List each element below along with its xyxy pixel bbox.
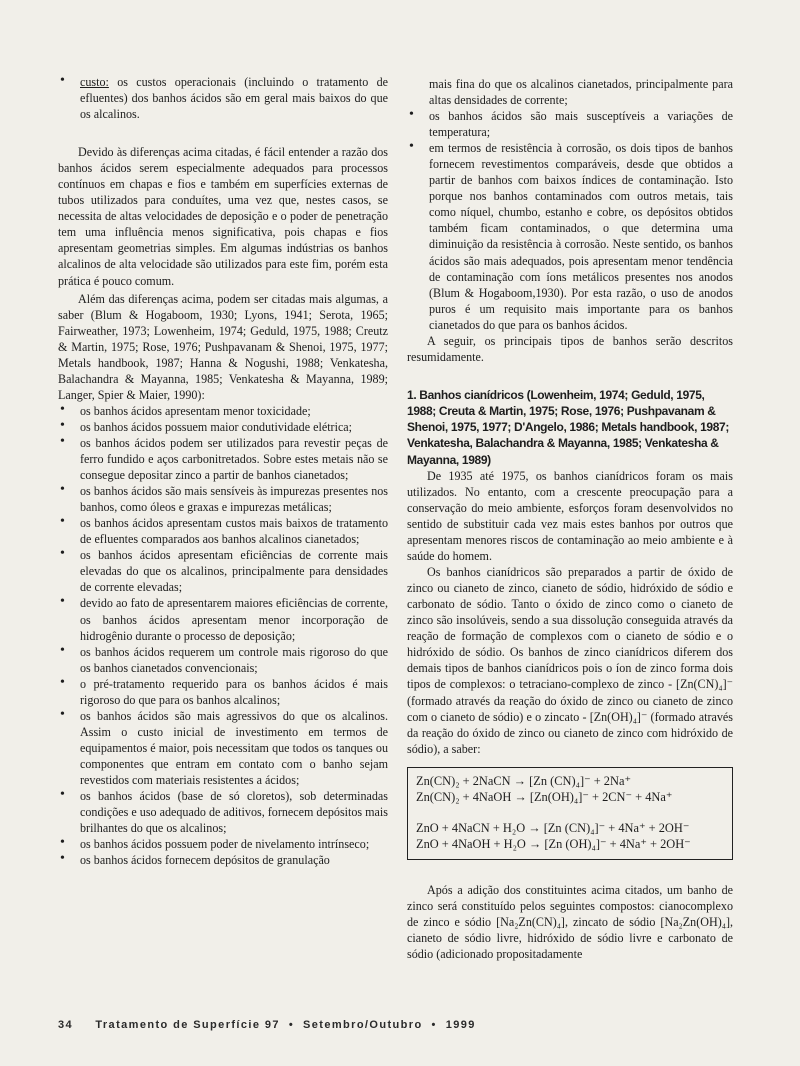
list-item: • devido ao fato de apresentarem maiores eficiências de corrente, os banhos ácidos apresentam menor incorporação de hidrogênio durante o processo de deposição; bbox=[58, 595, 388, 643]
section-heading: 1. Banhos cianídricos (Lowenheim, 1974; Geduld, 1975, 1988; Creuta & Martin, 1975; Rose, 1976; Pushpavanam & Shenoi, 1975, 1977; D'Angelo, 1986; Metals handbook, 1987; Venkatesha, Balachandra & Mayanna, 1985; Venkatesha & Mayanna, 1989) bbox=[407, 387, 730, 467]
list-item: • os banhos ácidos são mais susceptíveis a variações de temperatura; bbox=[407, 108, 733, 140]
paragraph: Após a adição dos constituintes acima citados, um banho de zinco será constituído pelos seguintes compostos: cianocomplexo de zinco e sódio [Na₂Zn(CN)₄], zincato de sódio [Na₂Zn(OH)₄], cianeto de sódio livre, hidróxido de sódio livre e carbonato de sódio (adicionado propositadamente bbox=[407, 882, 733, 961]
equation: ZnO + 4NaCN + H₂O → [Zn (CN)₄]⁻ + 4Na⁺ + 2OH⁻ bbox=[416, 820, 690, 835]
show-through-decoration bbox=[744, 680, 800, 1040]
custo-text: os custos operacionais (incluindo o tratamento de efluentes) dos banhos ácidos são em geral mais baixos do que os alcalinos. bbox=[80, 75, 388, 122]
list-item: • os banhos ácidos apresentam eficiências de corrente mais elevadas do que os alcalinos, principalmente para densidades de corrente elevadas; bbox=[58, 547, 388, 595]
paragraph: A seguir, os principais tipos de banhos serão descritos resumidamente. bbox=[407, 333, 733, 364]
page-number: 34 bbox=[58, 1019, 74, 1031]
right-column bbox=[407, 76, 733, 962]
custo-term: custo: bbox=[80, 75, 109, 89]
differences-list bbox=[58, 403, 388, 868]
list-item: • os banhos ácidos são mais agressivos do que os alcalinos. Assim o custo inicial de investimento em termos de equipamentos é maior, pois necessitam que todos os tanques ou componentes que entram em contato com o banho sejam revestidos com materiais resistentes a ácidos; bbox=[58, 708, 388, 788]
equation-box bbox=[407, 767, 733, 860]
paragraph: Além das diferenças acima, podem ser citadas mais algumas, a saber (Blum & Hogaboom, 1930; Lyons, 1941; Serota, 1965; Fairweather, 1973; Lowenheim, 1974; Geduld, 1975, 1988; Creutz & Martin, 1975; Rose, 1976; Pushpavanam & Shenoi, 1975, 1977; Metals handbook, 1987; Hanna & Nogushi, 1988; Venkatesha, Balachandra & Mayanna, 1985; Venkatesha & Mayanna, 1989; Langer, Spier & Maier, 1990): bbox=[58, 291, 388, 402]
issue-date: Setembro/Outubro bbox=[303, 1019, 423, 1031]
equation: Zn(CN)₂ + 4NaOH → [Zn(OH)₄]⁻ + 2CN⁻ + 4Na⁺ bbox=[416, 790, 673, 805]
list-item bbox=[58, 74, 388, 122]
custo-list bbox=[58, 74, 388, 122]
page-footer: 34 Tratamento de Superfície 97 • Setembro/Outubro • 1999 bbox=[58, 1019, 476, 1031]
equation: ZnO + 4NaOH + H₂O → [Zn (OH)₄]⁻ + 4Na⁺ + 2OH⁻ bbox=[416, 837, 691, 852]
left-column bbox=[58, 74, 388, 868]
publication-name: Tratamento de Superfície 97 bbox=[95, 1019, 280, 1031]
list-item: • os banhos ácidos apresentam menor toxicidade; bbox=[58, 403, 388, 419]
paragraph: Devido às diferenças acima citadas, é fácil entender a razão dos banhos ácidos serem especialmente adequados para processos contínuos em chapas e fios e também em superfícies externas de tubos utilizados para conduítes, uma vez que, nestes casos, se necessita de altas velocidades de deposição e o poder de penetração tem uma influência menos significativa, pois chapas e fios apresentam geometrias simples. Em algumas indústrias os banhos alcalinos de alta velocidade são utilizados para este fim, porém esta prática é pouco comum. bbox=[58, 145, 388, 288]
list-item: • os banhos ácidos são mais sensíveis às impurezas presentes nos banhos, como óleos e graxas e impurezas metálicas; bbox=[58, 483, 388, 515]
list-item: • os banhos ácidos possuem maior condutividade elétrica; bbox=[58, 419, 388, 435]
differences-list-continued bbox=[407, 76, 733, 333]
paragraph: Os banhos cianídricos são preparados a partir de óxido de zinco ou cianeto de zinco, cianeto de sódio, hidróxido de sódio e carbonato de sódio. Tanto o óxido de zinco como o cianeto de zinco são insolúveis, sendo a sua dissolução conseguida através da reação de formação de complexos com o cianeto de sódio e o hidróxido de sódio. Os banhos de zinco cianídricos diferem dos demais tipos de banhos cianídricos pois o íon de zinco forma dois tipos de complexos: o tetraciano-complexo de zinco - [Zn(CN)₄]⁻ (formado através da reação do óxido de zinco ou cianeto de zinco com o cianeto de sódio) e o zincato - [Zn(OH)₄]⁻ (formado através da reação do óxido de zinco ou cianeto de zinco com hidróxido de sódio), a saber: bbox=[407, 565, 733, 756]
equation: Zn(CN)₂ + 2NaCN → [Zn (CN)₄]⁻ + 2Na⁺ bbox=[416, 773, 631, 788]
list-item: • os banhos ácidos possuem poder de nivelamento intrínseco; bbox=[58, 836, 388, 852]
paragraph: De 1935 até 1975, os banhos cianídricos foram os mais utilizados. No entanto, com a crescente preocupação para a conservação do meio ambiente, esforços foram desenvolvidos no sentido de substituir cada vez mais estes banhos por outros que apresentam menores riscos de contaminação ao meio ambiente e à saúde do homem. bbox=[407, 468, 733, 564]
list-item: • o pré-tratamento requerido para os banhos ácidos é mais rigoroso do que para os banhos alcalinos; bbox=[58, 676, 388, 708]
list-item: • os banhos ácidos apresentam custos mais baixos de tratamento de efluentes comparados aos banhos alcalinos cianetados; bbox=[58, 515, 388, 547]
list-item: • os banhos ácidos requerem um controle mais rigoroso do que os banhos cianetados convencionais; bbox=[58, 644, 388, 676]
list-item: • os banhos ácidos podem ser utilizados para revestir peças de ferro fundido e aços carbonitretados. Sobre estes metais não se consegue depositar zinco a partir de banhos cianetados; bbox=[58, 435, 388, 483]
list-item: • em termos de resistência à corrosão, os dois tipos de banhos fornecem revestimentos comparáveis, desde que obtidos a partir de banhos com baixos índices de contaminação. Isto porque nos banhos contaminados com outros metais, tais como níquel, chumbo, estanho e cobre, os depósitos obtidos também ficam contaminados, o que determina uma diminuição da resistência à corrosão. Neste sentido, os banhos ácidos são mais adequados, pois apresentam menor tendência de contaminação com íons metálicos presentes nos anodos (Blum & Hogaboom,1930). Por esta razão, o uso de anodos puros é um requisito mais importante para os banhos cianetados do que para os banhos ácidos. bbox=[407, 140, 733, 333]
list-item: mais fina do que os alcalinos cianetados, principalmente para altas densidades de corrente; bbox=[429, 77, 733, 108]
issue-year: 1999 bbox=[445, 1019, 476, 1031]
list-item: • os banhos ácidos fornecem depósitos de granulação bbox=[58, 852, 388, 868]
equation-spacer bbox=[416, 806, 724, 820]
list-item: • os banhos ácidos (base de só cloretos), sob determinadas condições e uso adequado de aditivos, fornecem depósitos mais brilhantes do que os alcalinos; bbox=[58, 788, 388, 836]
